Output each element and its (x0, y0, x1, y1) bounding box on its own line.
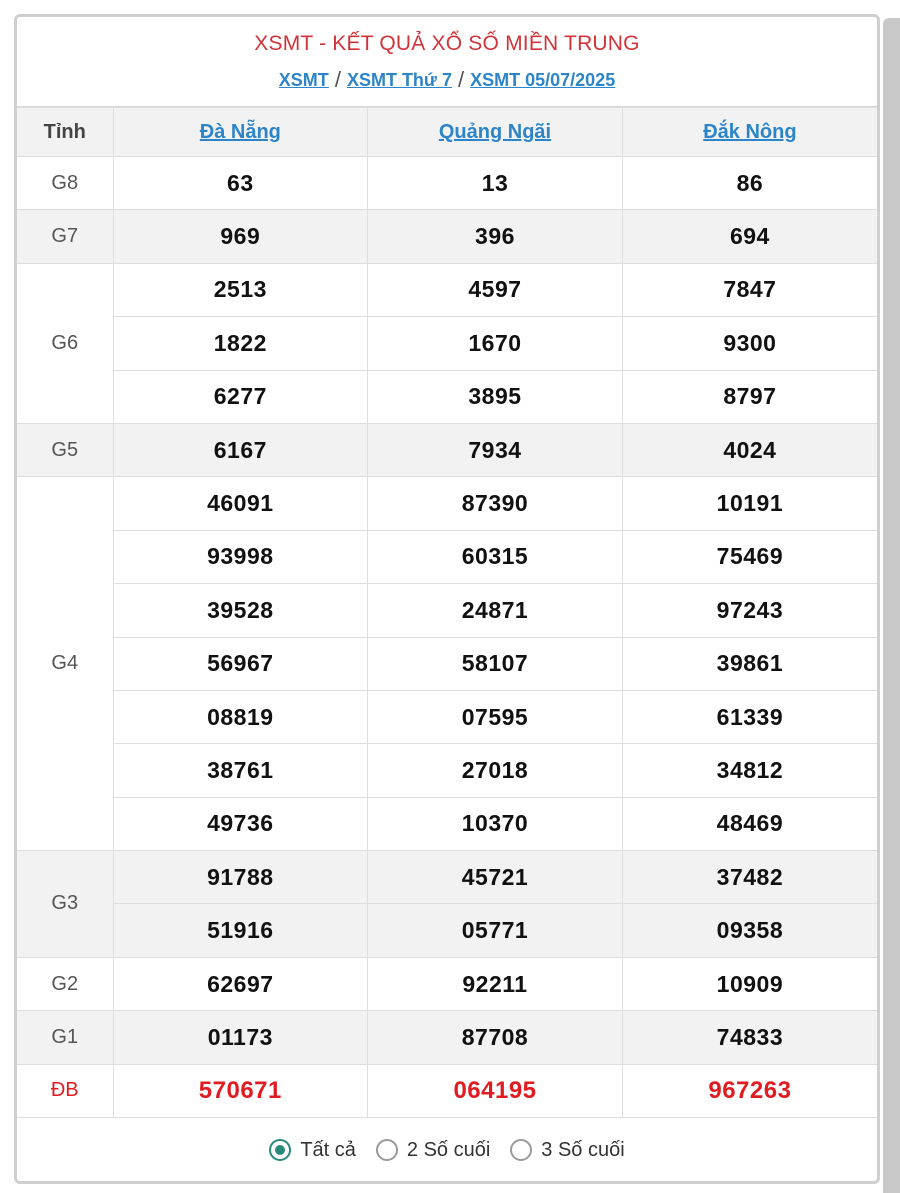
prize-number-dak-nong: 34812 (622, 744, 877, 797)
prize-number-quang-ngai: 60315 (368, 530, 623, 583)
province-header-da-nang (113, 108, 368, 157)
table-row (17, 637, 877, 690)
digit-filter (17, 1118, 877, 1182)
prize-number-quang-ngai: 1670 (368, 317, 623, 370)
table-row (17, 1064, 877, 1117)
prize-number-quang-ngai: 87708 (368, 1011, 623, 1064)
table-row (17, 263, 877, 316)
filter-option-last-2[interactable] (376, 1139, 490, 1162)
prize-number-da-nang: 91788 (113, 851, 368, 904)
prize-label: G3 (17, 851, 113, 958)
prize-number-quang-ngai: 3895 (368, 370, 623, 423)
prize-label: G8 (17, 157, 113, 210)
prize-label: G1 (17, 1011, 113, 1064)
prize-number-quang-ngai: 92211 (368, 957, 623, 1010)
prize-number-da-nang: 969 (113, 210, 368, 263)
prize-number-dak-nong: 97243 (622, 584, 877, 637)
radio-selected-icon[interactable] (269, 1139, 291, 1161)
table-row (17, 530, 877, 583)
prize-number-quang-ngai: 45721 (368, 851, 623, 904)
radio-unselected-icon[interactable] (510, 1139, 532, 1161)
prize-number-dak-nong: 86 (622, 157, 877, 210)
page-title: XSMT - KẾT QUẢ XỔ SỐ MIỀN TRUNG (254, 32, 640, 55)
filter-option-label: 2 Số cuối (406, 1138, 491, 1161)
prize-number-da-nang: 46091 (113, 477, 368, 530)
table-row (17, 904, 877, 957)
prize-number-dak-nong: 10191 (622, 477, 877, 530)
table-row (17, 744, 877, 797)
radio-unselected-icon[interactable] (376, 1139, 398, 1161)
prize-number-da-nang: 2513 (113, 263, 368, 316)
prize-number-dak-nong: 8797 (622, 370, 877, 423)
prize-number-dak-nong: 48469 (622, 797, 877, 850)
breadcrumb-separator: / (457, 67, 465, 92)
breadcrumb-separator: / (334, 67, 341, 92)
table-row (17, 690, 877, 743)
results-header (17, 17, 877, 107)
prize-number-da-nang: 62697 (113, 957, 368, 1010)
prize-number-da-nang: 56967 (113, 637, 368, 690)
results-body (17, 157, 877, 1118)
table-row (17, 851, 877, 904)
prize-number-dak-nong: 7847 (622, 263, 877, 316)
table-row (17, 317, 877, 370)
table-row (17, 1011, 877, 1064)
prize-number-da-nang: 39528 (113, 584, 368, 637)
prize-number-dak-nong: 9300 (622, 317, 877, 370)
province-link-da-nang[interactable]: Đà Nẵng (199, 120, 281, 143)
prize-number-quang-ngai: 4597 (368, 263, 623, 316)
prize-number-quang-ngai: 07595 (368, 690, 623, 743)
breadcrumb-link-xsmt-date[interactable]: XSMT 05/07/2025 (470, 70, 616, 90)
prize-number-quang-ngai: 24871 (368, 584, 623, 637)
prize-number-dak-nong: 37482 (622, 851, 877, 904)
breadcrumb-link-xsmt[interactable]: XSMT (278, 70, 329, 90)
prize-number-quang-ngai: 7934 (368, 423, 623, 476)
prize-number-quang-ngai: 396 (368, 210, 623, 263)
prize-number-da-nang: 570671 (113, 1064, 368, 1117)
page-scrollbar[interactable] (883, 18, 900, 1193)
table-row (17, 584, 877, 637)
prize-number-quang-ngai: 58107 (368, 637, 623, 690)
prize-label: G4 (17, 477, 113, 851)
prize-label: G5 (17, 423, 113, 476)
prize-number-da-nang: 08819 (113, 690, 368, 743)
prize-label: G7 (17, 210, 113, 263)
prize-label: G2 (17, 957, 113, 1010)
prize-label: G6 (17, 263, 113, 423)
prize-number-dak-nong: 75469 (622, 530, 877, 583)
prize-number-da-nang: 51916 (113, 904, 368, 957)
province-header-quang-ngai (368, 108, 623, 157)
prize-number-dak-nong: 61339 (622, 690, 877, 743)
prize-number-quang-ngai: 13 (368, 157, 623, 210)
table-row (17, 423, 877, 476)
prize-number-quang-ngai: 27018 (368, 744, 623, 797)
table-row (17, 370, 877, 423)
table-row (17, 797, 877, 850)
table-row (17, 210, 877, 263)
prize-number-da-nang: 6167 (113, 423, 368, 476)
prize-number-dak-nong: 967263 (622, 1064, 877, 1117)
prize-number-da-nang: 1822 (113, 317, 368, 370)
prize-number-da-nang: 93998 (113, 530, 368, 583)
prize-number-quang-ngai: 10370 (368, 797, 623, 850)
table-row (17, 477, 877, 530)
table-header-row (17, 108, 877, 157)
prize-number-da-nang: 6277 (113, 370, 368, 423)
filter-option-all[interactable] (269, 1139, 356, 1162)
breadcrumb-link-xsmt-thu-7[interactable]: XSMT Thứ 7 (346, 70, 452, 90)
prize-number-dak-nong: 10909 (622, 957, 877, 1010)
prize-number-da-nang: 63 (113, 157, 368, 210)
prize-number-quang-ngai: 05771 (368, 904, 623, 957)
results-card (14, 14, 880, 1184)
prize-number-da-nang: 38761 (113, 744, 368, 797)
prize-number-quang-ngai: 064195 (368, 1064, 623, 1117)
breadcrumb (17, 66, 877, 92)
results-table (17, 107, 877, 1118)
prize-number-da-nang: 49736 (113, 797, 368, 850)
prize-number-dak-nong: 39861 (622, 637, 877, 690)
province-link-dak-nong[interactable]: Đắk Nông (703, 120, 797, 143)
province-header-dak-nong (622, 108, 877, 157)
prize-number-dak-nong: 694 (622, 210, 877, 263)
prize-number-dak-nong: 74833 (622, 1011, 877, 1064)
province-column-header: Tỉnh (17, 108, 113, 157)
filter-option-label: 3 Số cuối (541, 1138, 625, 1161)
prize-number-dak-nong: 4024 (622, 423, 877, 476)
prize-number-dak-nong: 09358 (622, 904, 877, 957)
filter-option-label: Tất cả (300, 1138, 356, 1161)
prize-number-da-nang: 01173 (113, 1011, 368, 1064)
filter-option-last-3[interactable] (510, 1139, 624, 1162)
prize-number-quang-ngai: 87390 (368, 477, 623, 530)
prize-label: ĐB (17, 1064, 113, 1117)
table-row (17, 957, 877, 1010)
province-link-quang-ngai[interactable]: Quảng Ngãi (438, 120, 552, 143)
table-row (17, 157, 877, 210)
